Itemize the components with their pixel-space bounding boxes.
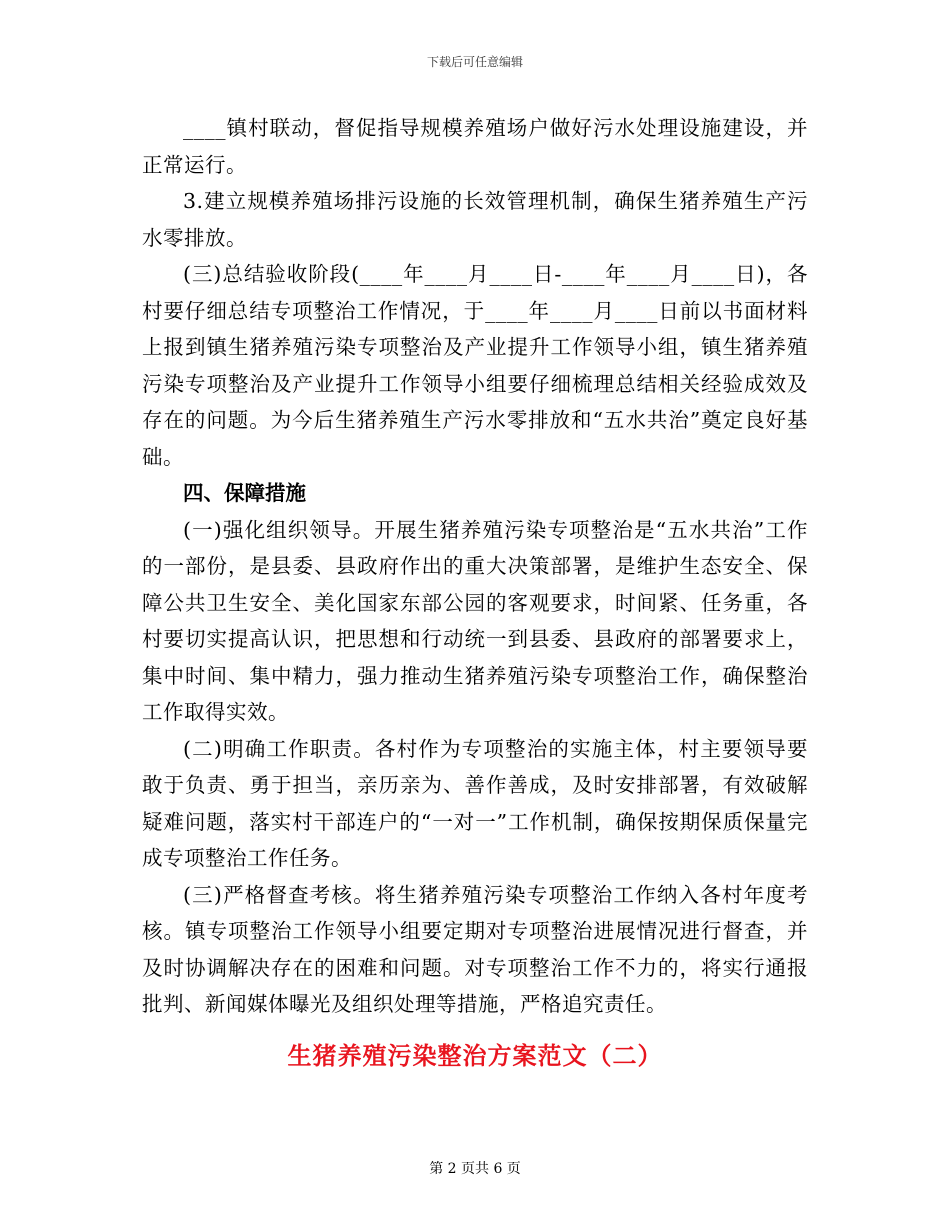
document-body	[142, 110, 808, 1023]
page-number: 第 2 页共 6 页	[429, 1161, 521, 1177]
section-heading-safeguards: 四、保障措施	[183, 481, 306, 505]
paragraph-village-linkage: ____镇村联动，督促指导规模养殖场户做好污水处理设施建设，并正常运行。	[142, 116, 808, 177]
page-header: 下载后可任意编辑	[426, 55, 523, 69]
paragraph-organization-leadership: (一)强化组织领导。开展生猪养殖污染专项整治是“五水共治”工作的一部份，是县委、县政府作出的重大决策部署，是维护生态安全、保障公共卫生安全、美化国家东部公园的客观要求，时间紧、任务重，各村要切实提高认识，把思想和行动统一到县委、县政府的部署要求上，集中时间、集中精力，强力推动生猪养殖污染专项整治工作，确保整治工作取得实效。	[142, 517, 808, 724]
paragraph-summary-stage: (三)总结验收阶段(____年____月____日-____年____月____日)，各村要仔细总结专项整治工作情况，于____年____月____日前以书面材料上报到镇生猪养殖污染专项整治及产业提升工作领导小组，镇生猪养殖污染专项整治及产业提升工作领导小组要仔细梳理总结相关经验成效及存在的问题。为今后生猪养殖生产污水零排放和“五水共治”奠定良好基础。	[142, 262, 808, 469]
paragraph-supervision-assessment: (三)严格督查考核。将生猪养殖污染专项整治工作纳入各村年度考核。镇专项整治工作领导小组要定期对专项整治进展情况进行督查，并及时协调解决存在的困难和问题。对专项整治工作不力的，将实行通报批判、新闻媒体曝光及组织处理等措施，严格追究责任。	[142, 882, 808, 1016]
section-title-example-two: 生猪养殖污染整治方案范文（二）	[287, 1041, 663, 1070]
paragraph-long-term-mechanism: 3.建立规模养殖场排污设施的长效管理机制，确保生猪养殖生产污水零排放。	[142, 189, 808, 250]
paragraph-work-responsibilities: (二)明确工作职责。各村作为专项整治的实施主体，村主要领导要敢于负责、勇于担当，亲历亲为、善作善成，及时安排部署，有效破解疑难问题，落实村干部连户的“一对一”工作机制，确保按期保质保量完成专项整治工作任务。	[142, 736, 808, 870]
